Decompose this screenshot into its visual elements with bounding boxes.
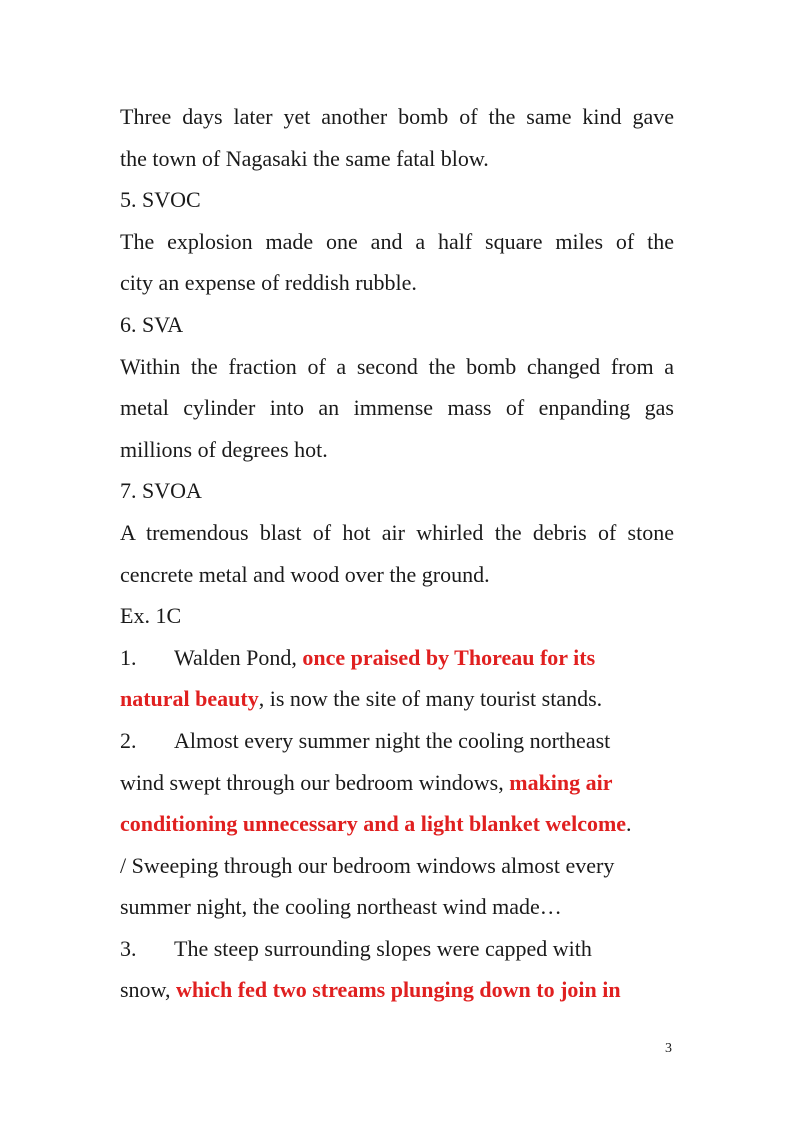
section-heading: 5. SVOC	[120, 187, 201, 213]
plain-text: .	[626, 811, 632, 837]
plain-text: , is now the site of many tourist stands.	[258, 686, 603, 712]
highlighted-text: making air	[509, 769, 613, 795]
text-line	[120, 803, 674, 845]
highlighted-text: conditioning unnecessary and a light blanket welcome	[120, 811, 627, 837]
text-line: A tremendous blast of hot air whirled the debris of stone	[120, 519, 674, 545]
text-line: city an expense of reddish rubble.	[120, 270, 417, 296]
plain-text: snow,	[120, 977, 177, 1003]
list-number: 1.	[120, 644, 137, 670]
list-number: 3.	[120, 935, 137, 961]
text-line: Three days later yet another bomb of the same kind gave	[120, 104, 674, 129]
text-line: the town of Nagasaki the same fatal blow.	[120, 145, 489, 171]
list-item	[120, 637, 674, 679]
list-number: 2.	[120, 727, 137, 753]
highlighted-text: natural beauty	[120, 686, 259, 712]
plain-text: The steep surrounding slopes were capped with	[174, 935, 592, 961]
highlighted-text: once praised by Thoreau for its	[302, 644, 596, 670]
text-line: summer night, the cooling northeast wind made…	[120, 894, 562, 920]
text-line: cencrete metal and wood over the ground.	[120, 561, 490, 587]
plain-text: Almost every summer night the cooling northeast	[174, 727, 611, 753]
plain-text: Walden Pond,	[174, 644, 303, 670]
list-item	[120, 928, 674, 970]
text-line	[120, 762, 674, 804]
text-line: The explosion made one and a half square miles of the	[120, 228, 674, 254]
text-line: metal cylinder into an immense mass of enpanding gas	[120, 395, 674, 421]
document-body	[120, 96, 674, 1011]
text-line	[120, 969, 674, 1011]
page-number: 3	[665, 1041, 672, 1056]
text-line: millions of degrees hot.	[120, 436, 328, 462]
highlighted-text: which fed two streams plunging down to join in	[176, 977, 621, 1003]
text-line: / Sweeping through our bedroom windows almost every	[120, 852, 615, 878]
exercise-heading: Ex. 1C	[120, 603, 182, 629]
section-heading: 6. SVA	[120, 311, 184, 337]
list-item	[120, 720, 674, 762]
text-line	[120, 678, 674, 720]
text-line: Within the fraction of a second the bomb changed from a	[120, 353, 674, 379]
section-heading: 7. SVOA	[120, 478, 202, 504]
plain-text: wind swept through our bedroom windows,	[120, 769, 510, 795]
